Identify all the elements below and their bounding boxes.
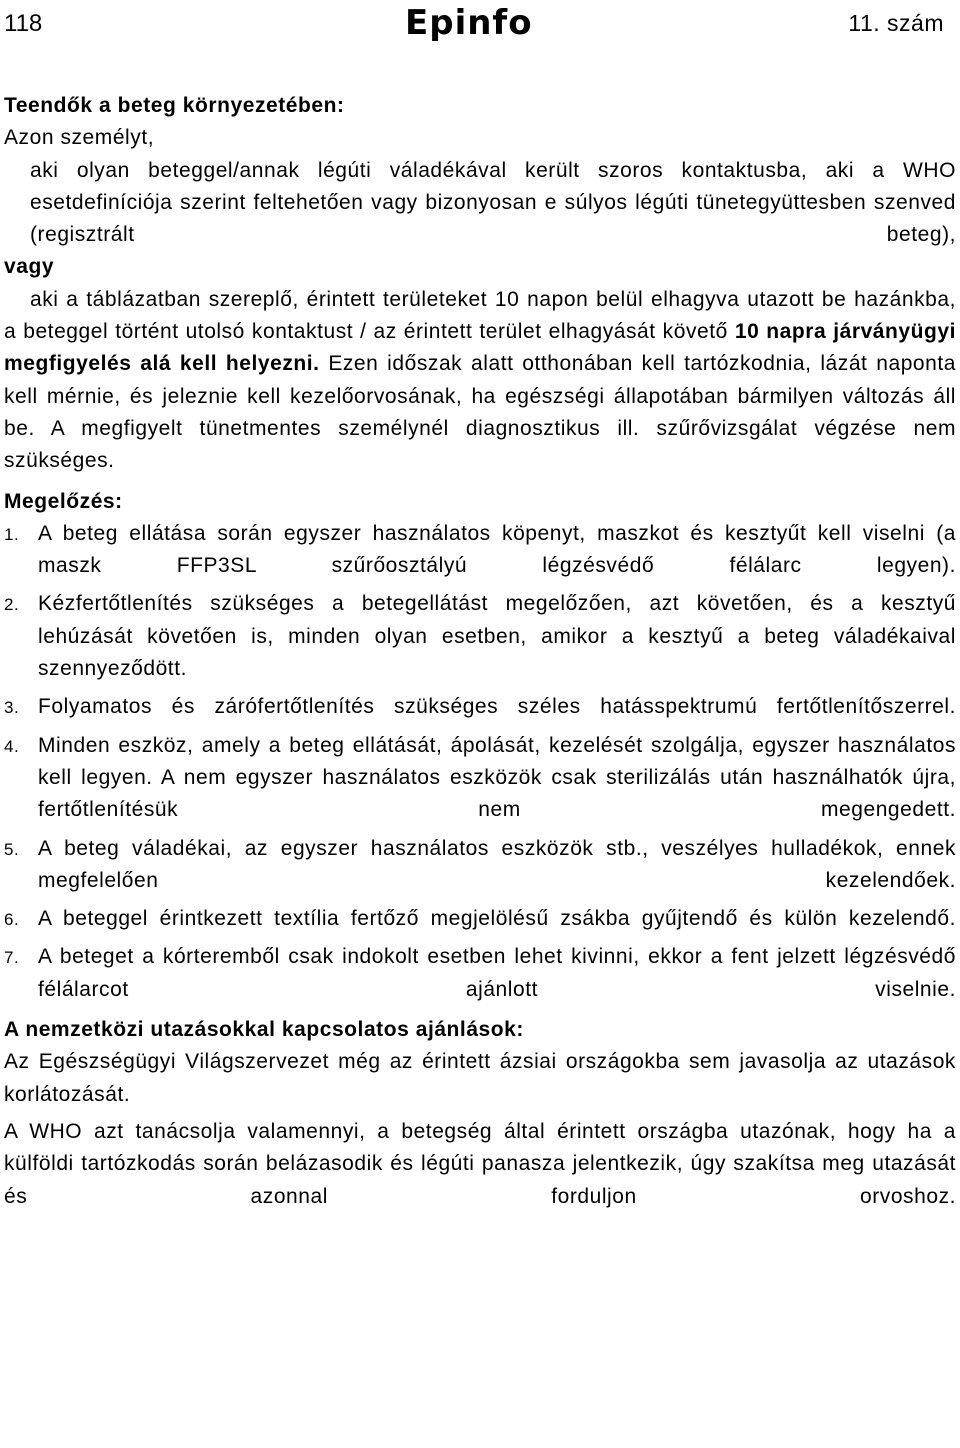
list-item-number: 5. — [4, 839, 20, 859]
intro-line: Azon személyt, — [4, 126, 155, 150]
issue-number: 11. szám — [848, 10, 944, 36]
list-item-number: 6. — [4, 910, 20, 930]
contact-case-paragraph: aki olyan beteggel/annak légúti váladékával került szoros kontaktusba, aki a WHO esetdefiníciója szerint feltehetően vagy bizonyosan e súlyos légúti tünetegyüttesben szenved (regisztrált beteg), — [30, 158, 956, 247]
section-title-prevention: Megelőzés: — [4, 489, 123, 513]
list-item-number: 3. — [4, 698, 20, 718]
travel-paragraph-2: A WHO azt tanácsolja valamennyi, a betegség által érintett országba utazónak, hogy ha a külföldi tartózkodás során belázasodik és légúti panasza jelentkezik, úgy szakítsa meg utazását és azonnal forduljon orvoshoz. — [4, 1119, 956, 1208]
observation-bold: 10 napra járványügyi megfigyelés alá kell helyezni. — [4, 320, 957, 376]
list-item-text: A beteg ellátása során egyszer használatos köpenyt, maszkot és kesztyűt kell viselni (a maszk FFP3SL szűrőosztályú légzésvédő félálarc legyen). — [38, 521, 956, 578]
list-item-text: Minden eszköz, amely a beteg ellátását, ápolását, kezelését szolgálja, egyszer használatos kell legyen. A nem egyszer használatos eszközök csak sterilizálás után használhatók újra, fertőtlenítésük nem megengedett. — [38, 733, 956, 822]
page-header — [0, 3, 960, 46]
list-item — [4, 691, 956, 723]
list-item-number: 2. — [4, 595, 20, 615]
list-item-text: A beteggel érintkezett textília fertőző megjelölésű zsákba gyűjtendő és külön kezelendő. — [38, 907, 956, 931]
travel-case-paragraph: aki a táblázatban szereplő, érintett területeket 10 napon belül elhagyva utazott be hazánkba, — [30, 287, 956, 311]
list-item-number: 4. — [4, 736, 20, 756]
section-title-travel: A nemzetközi utazásokkal kapcsolatos ajánlások: — [4, 1018, 524, 1042]
list-item-text: Folyamatos és zárófertőtlenítés szükséges széles hatásspektrumú fertőtlenítőszerrel. — [38, 695, 956, 719]
list-item-text: A beteg váladékai, az egyszer használatos eszközök stb., veszélyes hulladékok, ennek megfelelően kezelendőek. — [38, 836, 956, 892]
observation-paragraph — [4, 316, 956, 477]
list-item-text: Kézfertőtlenítés szükséges a betegellátást megelőzően, azt követően, és a kesztyű lehúzását követően is, minden olyan esetben, amikor a kesztyű a beteg váladékaival szennyeződött. — [38, 592, 956, 681]
list-item — [4, 730, 956, 827]
list-item — [4, 833, 956, 898]
list-item — [4, 903, 956, 935]
list-item-text: A beteget a kórteremből csak indokolt esetben lehet kivinni, ekkor a fent jelzett légzésvédő félálarcot ajánlott viselnie. — [38, 945, 956, 1001]
list-item-number: 7. — [4, 948, 20, 968]
list-item — [4, 588, 956, 685]
section-title-patient-environment: Teendők a beteg környezetében: — [4, 94, 345, 117]
list-item — [4, 941, 956, 1006]
page-number: 118 — [4, 10, 43, 37]
article-body — [4, 90, 956, 1213]
prevention-list — [4, 518, 956, 1006]
list-item — [4, 518, 956, 583]
list-item-number: 1. — [4, 524, 20, 544]
journal-logo: Epinfo — [405, 3, 533, 43]
or-label: vagy — [4, 255, 55, 279]
travel-paragraph-1: Az Egészségügyi Világszervezet még az érintett ázsiai országokba sem javasolja az utazások korlátozását. — [4, 1050, 956, 1106]
observation-lead: a beteggel történt utolsó kontaktust / az érintett terület elhagyását követő — [4, 320, 728, 344]
observation-rest: Ezen időszak alatt otthonában kell tartózkodnia, lázát naponta kell mérnie, és jeleznie kell kezelőorvosának, ha egészségi állapotában bármilyen változás áll be. A megfigyelt tünetmentes személynél diagnosztikus ill. szűrővizsgálat végzése nem szükséges. — [4, 352, 956, 473]
